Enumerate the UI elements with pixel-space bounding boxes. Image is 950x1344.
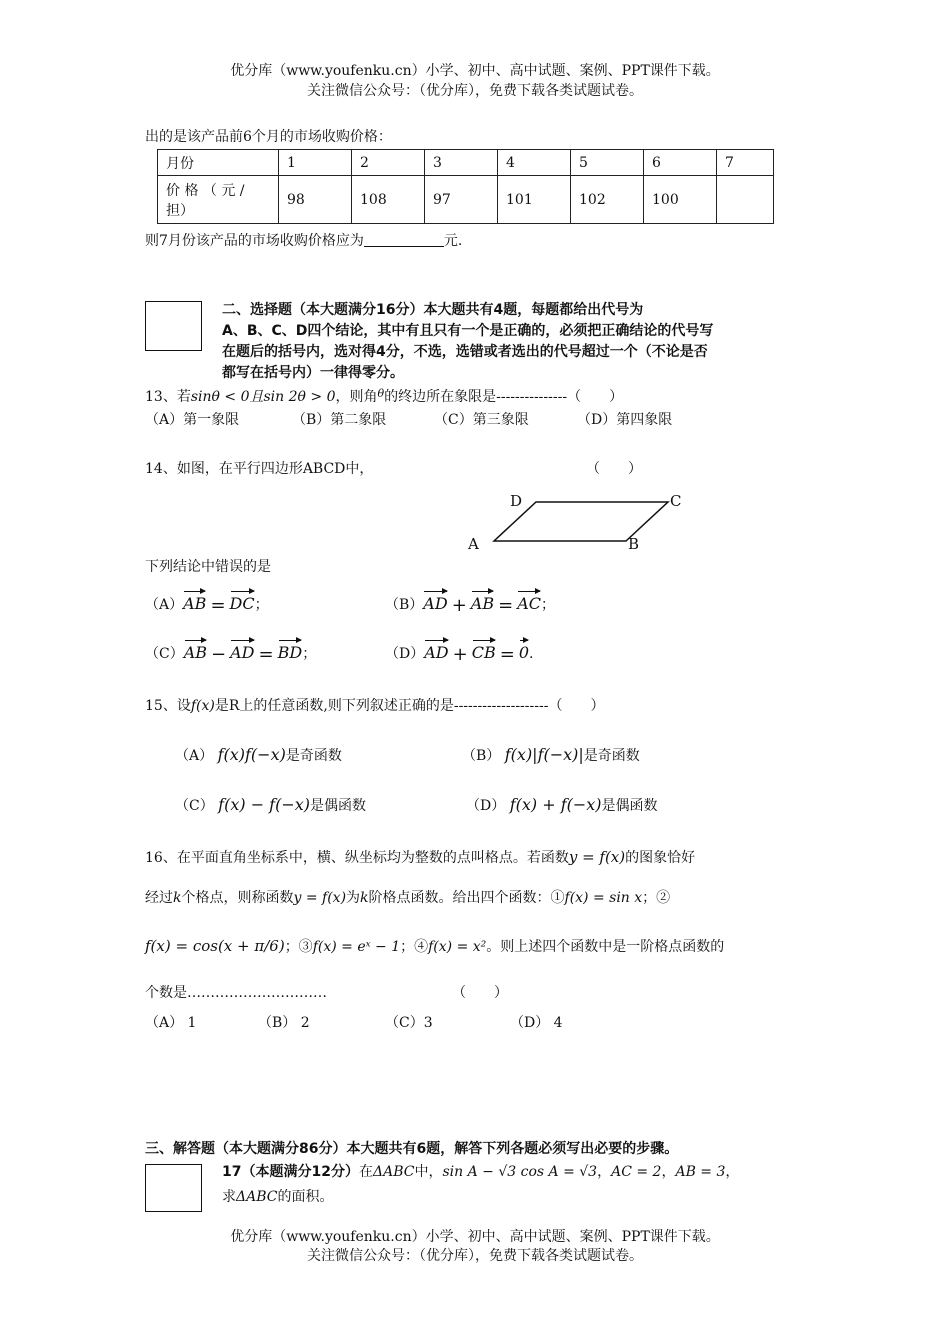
q13-stem-a: 13、若 bbox=[145, 389, 191, 405]
price-label-line-2: 担） bbox=[166, 202, 194, 219]
option-end: ； bbox=[254, 597, 269, 613]
q14-followup: 下列结论中错误的是 bbox=[145, 559, 271, 575]
vertex-label-c: C bbox=[670, 492, 682, 510]
table-cell: 1 bbox=[279, 150, 352, 176]
q13-option-d: （D）第四象限 bbox=[577, 412, 673, 428]
q16-math: f(x) = eˣ − 1 bbox=[312, 939, 401, 955]
minus-sign: − bbox=[211, 644, 227, 665]
q13-theta: θ bbox=[377, 387, 385, 400]
q17-label: 17（本题满分12分） bbox=[222, 1164, 359, 1180]
q17-text: ， bbox=[661, 1164, 676, 1180]
q16-option-c: （C）3 bbox=[385, 1015, 433, 1031]
table-cell: 97 bbox=[425, 176, 498, 224]
option-label: （D） bbox=[466, 798, 506, 814]
q13-option-c: （C）第三象限 bbox=[434, 412, 529, 428]
table-cell: 2 bbox=[352, 150, 425, 176]
footer-line-2: 关注微信公众号：（优分库），免费下载各类试题试卷。 bbox=[307, 1248, 643, 1264]
q16-text: 。则上述四个函数中是一阶格点函数的 bbox=[486, 939, 725, 955]
option-math: f(x)|f(−x)| bbox=[504, 745, 584, 764]
vector-ab: AB bbox=[471, 588, 494, 613]
option-label: （A） bbox=[175, 748, 214, 764]
vertex-label-d: D bbox=[510, 492, 523, 510]
header-line-2: 关注微信公众号：（优分库），免费下载各类试题试卷。 bbox=[307, 83, 643, 99]
vector-bd: BD bbox=[278, 637, 303, 662]
vertex-label-a: A bbox=[468, 535, 479, 553]
q17-text: ， bbox=[725, 1164, 740, 1180]
q12-answer-line bbox=[145, 230, 462, 250]
table-cell: 6 bbox=[644, 150, 717, 176]
q16-text: 阶格点函数。给出四个函数：① bbox=[368, 890, 565, 906]
q17-text: 求 bbox=[222, 1189, 236, 1205]
option-label: （B） bbox=[385, 597, 424, 613]
parallelogram-figure bbox=[460, 490, 700, 560]
q13-option-b: （B）第二象限 bbox=[292, 412, 387, 428]
option-math: f(x) + f(−x) bbox=[509, 795, 602, 814]
option-end: ； bbox=[540, 597, 555, 613]
option-label: （A） bbox=[145, 597, 184, 613]
vector-cb: CB bbox=[472, 637, 496, 662]
option-math: f(x) − f(−x) bbox=[218, 795, 311, 814]
q17-line-1 bbox=[222, 1161, 739, 1181]
q12-answer-prefix: 则7月份该产品的市场收购价格应为 bbox=[145, 233, 364, 249]
table-cell bbox=[717, 176, 774, 224]
price-table bbox=[157, 149, 774, 224]
option-end: ； bbox=[302, 646, 317, 662]
q14-answer-paren: （ ） bbox=[586, 461, 642, 477]
table-cell: 100 bbox=[644, 176, 717, 224]
table-row-month bbox=[158, 150, 774, 176]
q16-math: f(x) = cos(x + π/6) bbox=[145, 937, 285, 955]
q16-answer-paren: （ ） bbox=[452, 985, 508, 1001]
table-cell: 7 bbox=[717, 150, 774, 176]
section2-instructions bbox=[222, 300, 713, 384]
q17-text: 中， bbox=[414, 1164, 443, 1180]
q17-text: 的面积。 bbox=[277, 1189, 334, 1205]
vertex-label-b: B bbox=[628, 535, 640, 553]
q15-stem-b: 是R上的任意函数,则下列叙述正确的是--------------------（ ） bbox=[214, 698, 605, 714]
equals-sign: = bbox=[258, 644, 274, 665]
section2-line-4: 都写在括号内）一律得零分。 bbox=[222, 365, 404, 381]
q13-stem bbox=[145, 386, 623, 406]
q15-option-b bbox=[462, 745, 640, 765]
q14-option-c bbox=[145, 637, 316, 665]
table-header-month: 月份 bbox=[158, 150, 279, 176]
footer-line-1: 优分库（www.youfenku.cn）小学、初中、高中试题、案例、PPT课件下载。 bbox=[230, 1229, 720, 1245]
plus-sign: + bbox=[451, 595, 467, 616]
table-row-price bbox=[158, 176, 774, 224]
q17-math: AB = 3 bbox=[675, 1164, 726, 1180]
q14-option-b bbox=[385, 588, 555, 616]
table-cell: 108 bbox=[352, 176, 425, 224]
equals-sign: = bbox=[210, 595, 226, 616]
q15-stem-a: 15、设 bbox=[145, 698, 191, 714]
q16-text: 个格点，则称函数 bbox=[181, 890, 294, 906]
table-cell: 98 bbox=[279, 176, 352, 224]
q15-fx: f(x) bbox=[190, 698, 215, 714]
section2-line-2: A、B、C、D四个结论，其中有且只有一个是正确的，必须把正确结论的代号写 bbox=[222, 323, 714, 339]
q13-stem-b: ，则角 bbox=[335, 389, 378, 405]
score-box bbox=[145, 1164, 202, 1212]
option-text: 是偶函数 bbox=[601, 798, 658, 814]
section3-title: 三、解答题（本大题满分86分）本大题共有6题，解答下列各题必须写出必要的步骤。 bbox=[145, 1141, 679, 1157]
section2-line-3: 在题后的括号内，选对得4分，不选，选错或者选出的代号超过一个（不论是否 bbox=[222, 344, 708, 360]
plus-sign: + bbox=[452, 644, 468, 665]
vector-ab: AB bbox=[183, 588, 206, 613]
q17-line-2 bbox=[222, 1186, 333, 1206]
q16-math: k bbox=[360, 890, 369, 906]
option-text: 是偶函数 bbox=[310, 798, 367, 814]
q17-math: AC = 2 bbox=[611, 1164, 662, 1180]
option-label: （C） bbox=[145, 646, 184, 662]
q17-text: 在 bbox=[358, 1164, 373, 1180]
q15-option-d bbox=[466, 795, 658, 815]
q17-math: sin A − √3 cos A = √3 bbox=[442, 1164, 598, 1180]
vector-ab: AB bbox=[184, 637, 207, 662]
price-label-line-1: 价 格 （ 元 / bbox=[166, 182, 245, 199]
q16-math: k bbox=[173, 890, 182, 906]
table-cell: 5 bbox=[571, 150, 644, 176]
equals-sign: = bbox=[499, 644, 515, 665]
table-header-price bbox=[158, 176, 279, 224]
equals-sign: = bbox=[498, 595, 514, 616]
q16-math: f(x) = sin x bbox=[564, 890, 643, 906]
q13-stem-c: 的终边所在象限是---------------（ ） bbox=[384, 389, 624, 405]
q16-line-3 bbox=[145, 936, 724, 956]
q14-option-d bbox=[385, 637, 533, 665]
q16-text: ；③ bbox=[284, 939, 313, 955]
option-math: f(x)f(−x) bbox=[217, 745, 286, 764]
option-label: （D） bbox=[385, 646, 425, 662]
q16-text: 为 bbox=[346, 890, 361, 906]
option-text: 是奇函数 bbox=[285, 748, 342, 764]
q16-text: 16、在平面直角坐标系中，横、纵坐标均为整数的点叫格点。若函数 bbox=[145, 850, 569, 866]
option-label: （C） bbox=[175, 798, 214, 814]
q16-option-d: （D） 4 bbox=[510, 1015, 563, 1031]
header-line-1: 优分库（www.youfenku.cn）小学、初中、高中试题、案例、PPT课件下载。 bbox=[230, 63, 720, 79]
answer-blank[interactable] bbox=[364, 232, 444, 247]
q12-intro: 出的是该产品前6个月的市场收购价格： bbox=[145, 129, 392, 145]
q16-option-b: （B） 2 bbox=[258, 1015, 310, 1031]
option-end: . bbox=[529, 646, 534, 662]
q16-math: y = f(x) bbox=[568, 848, 626, 866]
table-cell: 101 bbox=[498, 176, 571, 224]
table-cell: 3 bbox=[425, 150, 498, 176]
q16-math: y = f(x) bbox=[293, 890, 347, 906]
zero-vector: 0 bbox=[519, 637, 529, 662]
q16-text: 经过 bbox=[145, 890, 173, 906]
q16-text: ；④ bbox=[400, 939, 429, 955]
table-cell: 4 bbox=[498, 150, 571, 176]
table-cell: 102 bbox=[571, 176, 644, 224]
q16-line-1 bbox=[145, 847, 695, 867]
q16-math: f(x) = x² bbox=[428, 939, 487, 955]
q14-stem: 14、如图，在平行四边形ABCD中， bbox=[145, 461, 374, 477]
option-label: （B） bbox=[462, 748, 501, 764]
vector-ad: AD bbox=[230, 637, 254, 662]
section2-line-1: 二、选择题（本大题满分16分）本大题共有4题，每题都给出代号为 bbox=[222, 302, 644, 318]
vector-ac: AC bbox=[517, 588, 541, 613]
q13-condition: sinθ < 0且sin 2θ > 0 bbox=[190, 389, 336, 405]
vector-ad: AD bbox=[423, 588, 447, 613]
q14-option-a bbox=[145, 588, 269, 616]
q17-math: ΔABC bbox=[372, 1164, 415, 1180]
vector-dc: DC bbox=[230, 588, 255, 613]
q16-option-a: （A） 1 bbox=[145, 1015, 197, 1031]
q15-option-c bbox=[175, 795, 366, 815]
q16-text: 的图象恰好 bbox=[625, 850, 696, 866]
q16-line-4: 个数是………………………… bbox=[145, 985, 327, 1001]
q15-option-a bbox=[175, 745, 342, 765]
q16-text: ；② bbox=[642, 890, 671, 906]
q15-stem bbox=[145, 695, 604, 715]
option-text: 是奇函数 bbox=[583, 748, 640, 764]
vector-ad: AD bbox=[424, 637, 448, 662]
q13-option-a: （A）第一象限 bbox=[145, 412, 240, 428]
q17-math: ΔABC bbox=[236, 1189, 278, 1205]
score-box bbox=[145, 301, 202, 351]
q16-line-2 bbox=[145, 887, 670, 907]
q12-answer-suffix: 元. bbox=[443, 233, 463, 249]
q17-text: ， bbox=[597, 1164, 612, 1180]
